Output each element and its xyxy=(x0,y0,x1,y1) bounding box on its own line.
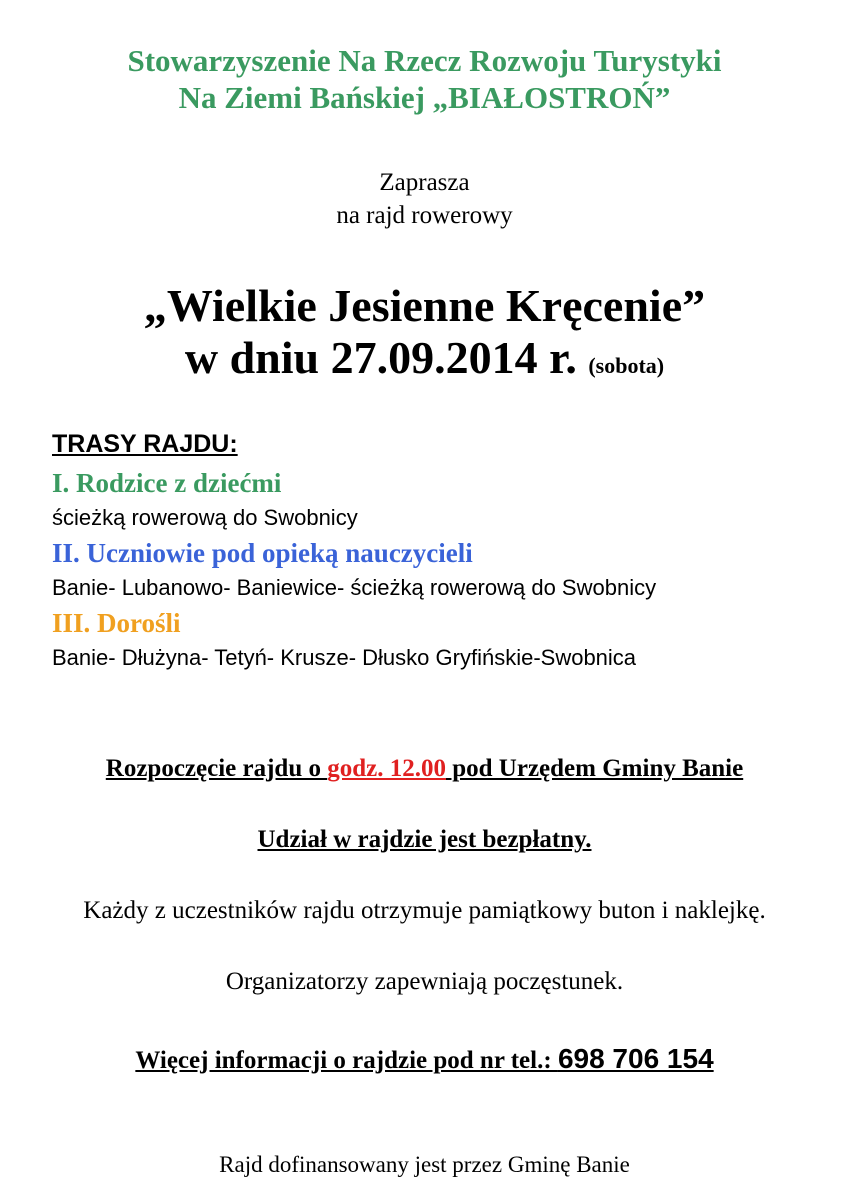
event-day: (sobota) xyxy=(588,353,665,378)
start-time: godz. 12.00 xyxy=(327,755,446,782)
contact-label: Więcej informacji o rajdzie pod nr tel.: xyxy=(135,1047,558,1074)
start-text-after: pod Urzędem Gminy Banie xyxy=(446,755,744,782)
event-title xyxy=(0,280,849,392)
routes-heading: TRASY RAJDU: xyxy=(52,430,238,458)
event-date: w dniu 27.09.2014 r. xyxy=(184,332,577,383)
start-info xyxy=(0,752,849,786)
route-1-name: I. Rodzice z dziećmi xyxy=(52,468,282,498)
route-2-description: Banie- Lubanowo- Baniewice- ścieżką rowerową do Swobnicy xyxy=(52,575,657,600)
invite-line-1: Zaprasza xyxy=(379,169,470,196)
routes-section xyxy=(52,428,832,676)
organizer-line-1: Stowarzyszenie Na Rzecz Rozwoju Turystyki xyxy=(127,43,722,78)
contact-phone: 698 706 154 xyxy=(557,1043,714,1074)
invitation-text xyxy=(0,166,849,232)
invite-line-2: na rajd rowerowy xyxy=(336,202,513,229)
event-name: „Wielkie Jesienne Kręcenie” xyxy=(143,280,706,331)
badge-info: Każdy z uczestników rajdu otrzymuje pamiątkowy buton i naklejkę. xyxy=(83,897,766,924)
route-3-description: Banie- Dłużyna- Tetyń- Krusze- Dłusko Gryfińskie-Swobnica xyxy=(52,645,637,670)
sponsor-info: Rajd dofinansowany jest przez Gminę Banie xyxy=(219,1152,630,1177)
route-1-description: ścieżką rowerową do Swobnicy xyxy=(52,505,358,530)
route-3-name: III. Dorośli xyxy=(52,608,181,638)
free-participation: Udział w rajdzie jest bezpłatny. xyxy=(257,826,592,853)
organizer-name xyxy=(0,42,849,116)
organizer-line-2: Na Ziemi Bańskiej „BIAŁOSTROŃ” xyxy=(178,80,671,115)
refreshments-info: Organizatorzy zapewniają poczęstunek. xyxy=(225,968,624,995)
contact-info xyxy=(0,1040,849,1080)
route-2-name: II. Uczniowie pod opieką nauczycieli xyxy=(52,538,473,568)
event-date-line xyxy=(0,332,849,392)
start-text-before: Rozpoczęcie rajdu o xyxy=(105,755,328,782)
